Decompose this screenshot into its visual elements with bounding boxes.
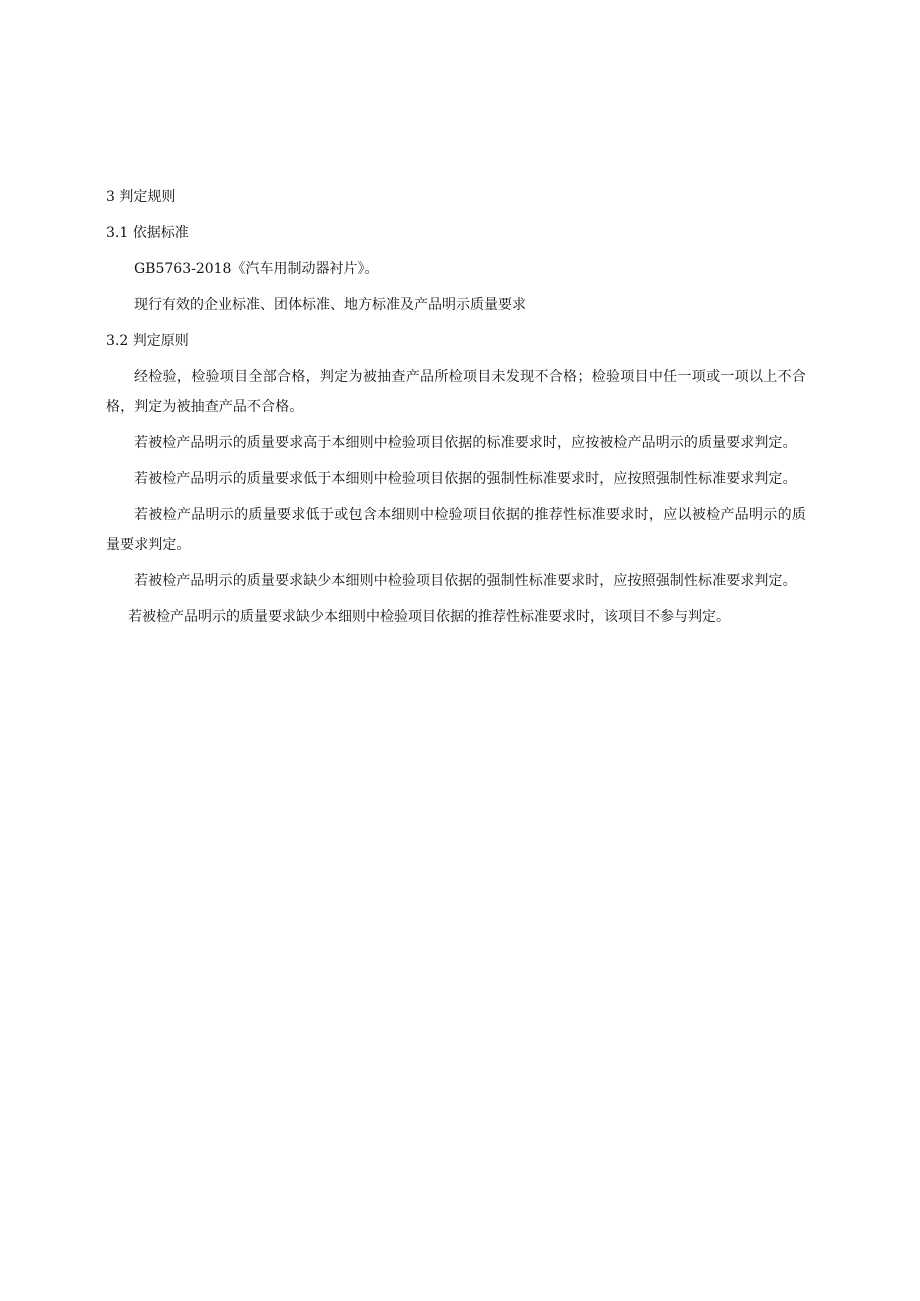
principle-paragraph: 若被检产品明示的质量要求高于本细则中检验项目依据的标准要求时，应按被检产品明示的质量要求判定。 [134,435,797,451]
principle-paragraph: 若被检产品明示的质量要求低于本细则中检验项目依据的强制性标准要求时，应按照强制性标准要求判定。 [134,471,797,487]
basis-item-other-standards: 现行有效的企业标准、团体标准、地方标准及产品明示质量要求 [134,297,526,313]
principle-paragraph: 若被检产品明示的质量要求缺少本细则中检验项目依据的推荐性标准要求时，该项目不参与判定。 [128,609,730,625]
document-body [106,182,806,638]
basis-item-national-standard: GB5763-2018《汽车用制动器衬片》。 [134,261,379,277]
principle-paragraph: 若被检产品明示的质量要求缺少本细则中检验项目依据的强制性标准要求时，应按照强制性标准要求判定。 [134,573,797,589]
section-heading: 3 判定规则 [106,189,176,205]
principles-heading: 3.2 判定原则 [106,333,189,349]
principle-paragraph: 若被检产品明示的质量要求低于或包含本细则中检验项目依据的推荐性标准要求时，应以被检产品明示的质量要求判定。 [106,507,806,553]
basis-heading: 3.1 依据标准 [106,225,189,241]
principle-paragraph: 经检验，检验项目全部合格，判定为被抽查产品所检项目未发现不合格；检验项目中任一项或一项以上不合格，判定为被抽查产品不合格。 [106,369,806,415]
